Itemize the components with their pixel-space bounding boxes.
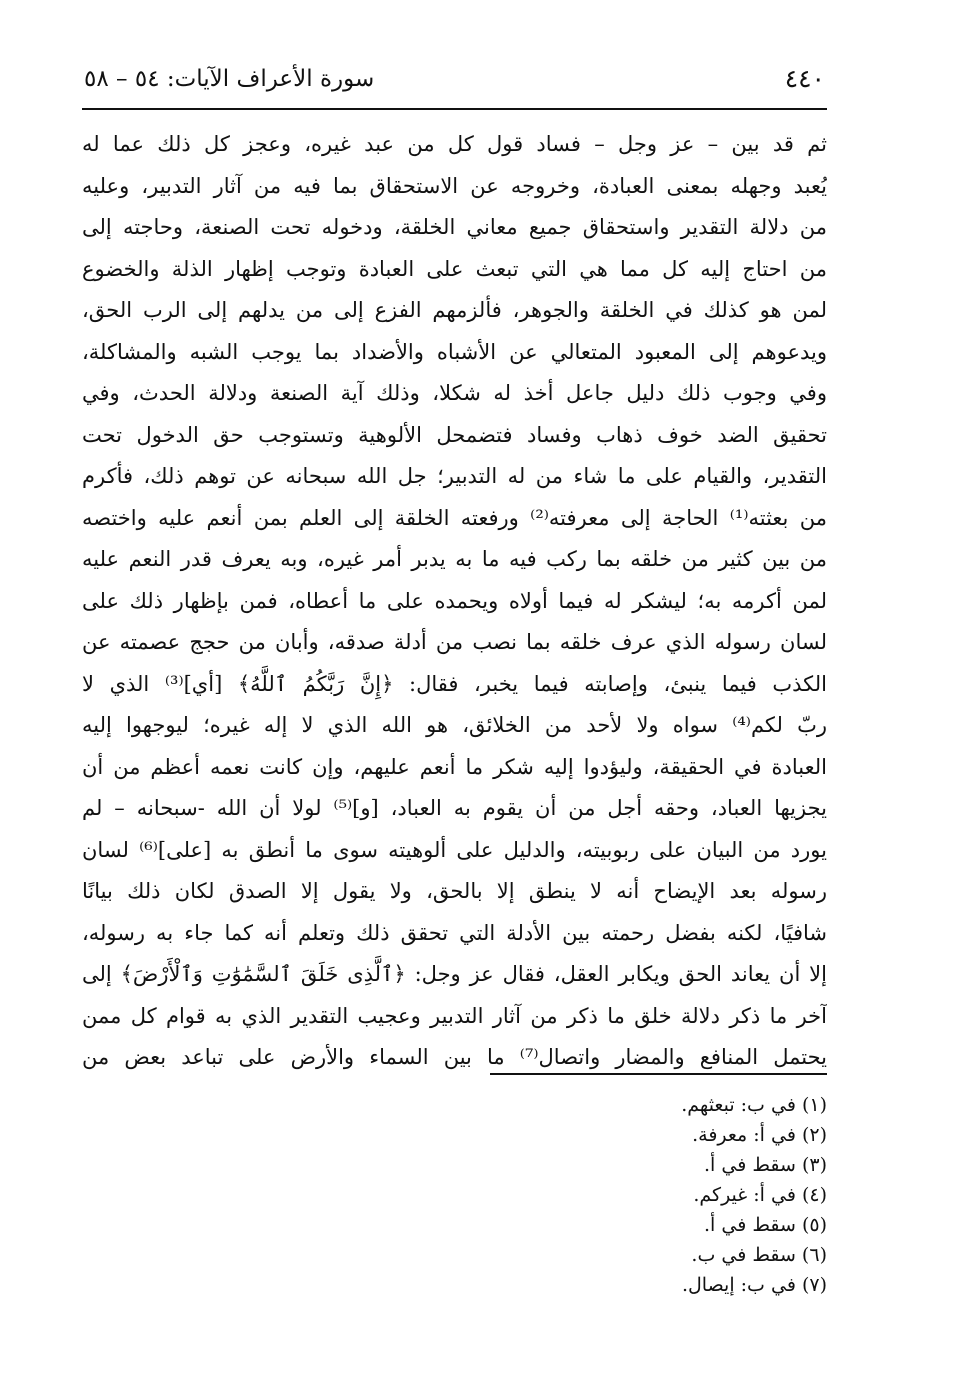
footnote-4: (٤) في أ: غيركم. — [693, 1184, 827, 1206]
page-number: ٤٤٠ — [784, 64, 825, 93]
text-line: وفي وجوب ذلك دليل جاعل أخذ له شكلا، وذلك آية الصنعة ودلالة الحدث، وفي — [82, 381, 827, 405]
footnote-6: (٦) سقط في ب. — [691, 1244, 827, 1266]
text-line: إلا أن يعاند الحق ويكابر العقل، فقال عز وجل: ﴿ٱلَّذِى خَلَقَ ٱلسَّمَٰوَٰتِ وَٱلْأَرْضَ﴾ إلى — [82, 962, 827, 986]
text-line: من بين كثير من خلقه بما ركب فيه ما به يدبر أمر غيره، وبه يعرف قدر النعم عليه — [82, 547, 827, 571]
running-title: سورة الأعراف الآيات: ٥٤ – ٥٨ — [84, 66, 375, 92]
footnotes — [427, 1090, 827, 1300]
footnote-7: (٧) في ب: إيصال. — [681, 1274, 827, 1296]
main-text — [82, 124, 827, 1079]
text-line: يُعبد وجهله بمعنى العبادة، وخروجه عن الاستحقاق بما فيه من آثار التدبير، وعليه — [82, 173, 827, 198]
text-line: من دلالة التقدير واستحقاق جميع معاني الخلقة، ودخوله تحت الصنعة، وحاجته إلى — [82, 215, 827, 239]
text-line: يحتمل المنافع والمضار واتصال⁽⁷⁾ ما بين السماء والأرض على تباعد بعض من — [82, 1045, 827, 1069]
text-line: ويدعوهم إلى المعبود المتعالي عن الأشباه والأضداد بما يوجب الشبه والمشاكلة، — [82, 339, 827, 364]
footnote-2: (٢) في أ: معرفة. — [692, 1124, 827, 1146]
footnote-3: (٣) سقط في أ. — [704, 1154, 827, 1176]
text-line: يورد من البيان على ربوبيته، والدليل على ألوهيته سوى ما أنطق به [على]⁽⁶⁾ لسان — [82, 837, 827, 862]
footnote-1: (١) في ب: تبعثهم. — [681, 1094, 827, 1116]
text-line: رسوله بعد الإيضاح أنه لا ينطق إلا بالحق، ولا يقول إلا الصدق لكان ذلك بيانًا — [82, 879, 827, 903]
page-header — [82, 62, 827, 106]
text-line: تحقيق الضد خوف ذهاب وفساد فتضمحل الألوهية وتستوجب حق الدخول تحت — [82, 422, 827, 447]
text-line: ربّ لكم⁽⁴⁾ سواه ولا لأحد من الخلائق، هو الله الذي لا إله غيره؛ ليوجهوا إليه — [82, 713, 827, 737]
text-line: الكذب فيما ينبئ، وإصابته فيما يخبر، فقال: ﴿إِنَّ رَبَّكُمُ ٱللَّهُ﴾ [أي]⁽³⁾ الذي لا — [82, 671, 827, 696]
text-line: من بعثته⁽¹⁾ الحاجة إلى معرفته⁽²⁾ ورفعته الخلقة إلى العلم بمن أنعم عليه واختصه — [82, 505, 827, 530]
footnote-divider — [490, 1073, 827, 1075]
footnote-5: (٥) سقط في أ. — [704, 1214, 827, 1236]
text-line: شافيًا، لكنه بفضل رحمته بين الأدلة التي تحقق ذلك وتعلم أنه كما جاء به رسوله، — [82, 920, 827, 945]
text-line: التقدير، والقيام على ما شاء من له التدبير؛ جل الله سبحانه عن توهم ذلك، فأكرم — [82, 464, 827, 488]
header-divider — [82, 108, 827, 110]
text-line: يجزيها العباد، وحقه أجل من أن يقوم به العباد، [و]⁽⁵⁾ لولا أن الله -سبحانه – لم — [82, 796, 827, 820]
text-line: ثم قد بين – عز وجل – فساد قول كل من عبد غيره، وعجز كل ذلك عما له — [82, 132, 827, 156]
text-line: العبادة في الحقيقة، وليؤدوا إليه شكر ما أنعم عليهم، وإن كانت نعمه أعظم من أن — [82, 754, 827, 779]
text-line: آخر ما ذكر دلالة خلق ما ذكر من آثار التدبير وعجيب التقدير الذي به قوام كل ممن — [82, 1003, 827, 1028]
text-line: لسان رسوله الذي عرف خلقه بما نصب من أدلة صدقه، وأبان من حجج عصمته عن — [82, 630, 827, 654]
text-line: لمن هو كذلك في الخلقة والجوهر، فألزمهم الفزع إلى من يدلهم إلى الرب الحق، — [82, 298, 827, 322]
text-line: لمن أكرمه به؛ ليشكر له فيما أولاه ويحمده على ما أعطاه، فمن بإظهار ذلك على — [82, 588, 827, 613]
text-line: من احتاج إليه كل مما هي التي تبعث على العبادة وتوجب إظهار الذلة والخضوع — [82, 256, 827, 281]
